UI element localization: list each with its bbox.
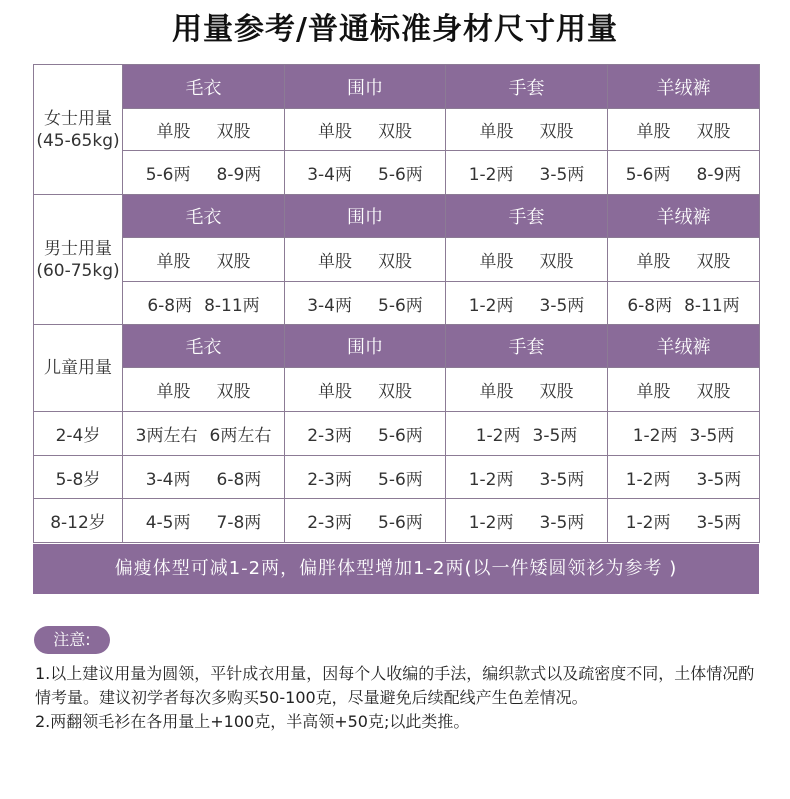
men-value-row — [34, 282, 760, 325]
men-strand-row — [34, 238, 760, 282]
strand-single: 单股 — [318, 122, 352, 142]
strand-single: 单股 — [318, 252, 352, 272]
value-cell: 6-8两 — [627, 295, 673, 316]
category-gloves: 手套 — [446, 325, 608, 368]
strand-single: 单股 — [479, 252, 514, 272]
strand-single: 单股 — [479, 382, 514, 402]
children-strand-row — [34, 368, 760, 412]
value-cell: 1-2两 — [632, 426, 678, 446]
value-cell: 3-5两 — [696, 469, 742, 490]
women-label-cell — [34, 65, 123, 195]
value-cell: 6两左右 — [209, 426, 272, 446]
value-cell: 3-4两 — [307, 165, 352, 185]
value-cell: 5-6两 — [378, 469, 423, 490]
category-gloves: 手套 — [446, 65, 608, 109]
category-scarf: 围巾 — [285, 65, 446, 109]
strand-double: 双股 — [539, 252, 574, 272]
strand-single: 单股 — [156, 122, 191, 142]
value-cell: 8-11两 — [684, 295, 740, 316]
value-cell: 3两左右 — [135, 426, 198, 446]
strand-double: 双股 — [696, 382, 731, 402]
age-label: 5-8岁 — [34, 456, 123, 499]
value-cell: 1-2两 — [468, 513, 514, 533]
value-cell: 8-11两 — [204, 295, 260, 316]
value-cell: 4-5两 — [145, 513, 191, 533]
value-cell: 1-2两 — [468, 165, 514, 185]
strand-single: 单股 — [636, 382, 671, 402]
children-category-row — [34, 325, 760, 368]
value-cell: 8-9两 — [216, 165, 262, 185]
strand-double: 双股 — [216, 252, 251, 272]
category-sweater: 毛衣 — [123, 325, 285, 368]
children-age-row-1 — [34, 412, 760, 456]
men-label: 男士用量 — [44, 238, 112, 259]
category-sweater: 毛衣 — [123, 195, 285, 238]
strand-double: 双股 — [216, 122, 251, 142]
value-cell: 6-8两 — [216, 469, 262, 490]
category-pants: 羊绒裤 — [608, 325, 760, 368]
strand-double: 双股 — [539, 122, 574, 142]
value-cell: 1-2两 — [475, 426, 521, 446]
category-gloves: 手套 — [446, 195, 608, 238]
value-cell: 2-3两 — [307, 513, 352, 533]
strand-single: 单股 — [318, 382, 352, 402]
strand-double: 双股 — [378, 252, 412, 272]
men-range: (60-75kg) — [36, 260, 120, 281]
value-cell: 3-5两 — [689, 426, 735, 446]
value-cell: 3-4两 — [145, 469, 191, 490]
value-cell: 1-2两 — [468, 295, 514, 316]
age-label: 8-12岁 — [34, 499, 123, 543]
value-cell: 5-6两 — [145, 165, 191, 185]
women-range: (45-65kg) — [36, 130, 120, 151]
value-cell: 1-2两 — [625, 513, 671, 533]
value-cell: 1-2两 — [468, 469, 514, 490]
value-cell: 3-5两 — [539, 469, 585, 490]
value-cell: 3-4两 — [307, 295, 352, 316]
notice-badge: 注意: — [34, 626, 110, 654]
value-cell: 5-6两 — [378, 426, 423, 446]
value-cell: 3-5两 — [539, 295, 585, 316]
value-cell: 7-8两 — [216, 513, 262, 533]
age-label: 2-4岁 — [34, 412, 123, 456]
value-cell: 3-5两 — [539, 165, 585, 185]
body-type-note: 偏瘦体型可减1-2两，偏胖体型增加1-2两(以一件矮圆领衫为参考 ) — [33, 544, 759, 594]
page-title: 用量参考/普通标准身材尺寸用量 — [172, 12, 618, 47]
value-cell: 3-5两 — [539, 513, 585, 533]
children-age-row-2 — [34, 456, 760, 499]
strand-double: 双股 — [696, 252, 731, 272]
notice-line-2: 2.两翻领毛衫在各用量上+100克，半高领+50克;以此类推。 — [35, 712, 470, 731]
notice-line-1: 1.以上建议用量为圆领，平针成衣用量，因每个人收编的手法，编织款式以及疏密度不同，土体情况酌情考量。建议初学者每次多购买50-100克，尽量避免后续配线产生色差情况。 — [35, 664, 755, 707]
strand-single: 单股 — [636, 122, 671, 142]
strand-double: 双股 — [696, 122, 731, 142]
value-cell: 5-6两 — [378, 295, 423, 316]
strand-single: 单股 — [156, 382, 191, 402]
value-cell: 5-6两 — [378, 165, 423, 185]
category-scarf: 围巾 — [285, 325, 446, 368]
value-cell: 2-3两 — [307, 469, 352, 490]
men-label-cell — [34, 195, 123, 325]
value-cell: 2-3两 — [307, 426, 352, 446]
strand-double: 双股 — [378, 382, 412, 402]
value-cell: 8-9两 — [696, 165, 742, 185]
women-category-row — [34, 65, 760, 109]
women-value-row — [34, 151, 760, 195]
notice-text — [35, 662, 765, 734]
strand-double: 双股 — [216, 382, 251, 402]
value-cell: 3-5两 — [696, 513, 742, 533]
category-scarf: 围巾 — [285, 195, 446, 238]
children-label-cell — [34, 325, 123, 412]
value-cell: 5-6两 — [625, 165, 671, 185]
strand-single: 单股 — [156, 252, 191, 272]
children-age-row-3 — [34, 499, 760, 543]
value-cell: 1-2两 — [625, 469, 671, 490]
strand-double: 双股 — [378, 122, 412, 142]
value-cell: 6-8两 — [147, 295, 193, 316]
strand-single: 单股 — [636, 252, 671, 272]
value-cell: 3-5两 — [532, 426, 578, 446]
men-category-row — [34, 195, 760, 238]
strand-single: 单股 — [479, 122, 514, 142]
women-label: 女士用量 — [44, 108, 112, 129]
category-pants: 羊绒裤 — [608, 65, 760, 109]
usage-table — [33, 64, 760, 543]
strand-double: 双股 — [539, 382, 574, 402]
women-strand-row — [34, 109, 760, 151]
value-cell: 5-6两 — [378, 513, 423, 533]
children-label: 儿童用量 — [44, 358, 112, 378]
category-sweater: 毛衣 — [123, 65, 285, 109]
category-pants: 羊绒裤 — [608, 195, 760, 238]
